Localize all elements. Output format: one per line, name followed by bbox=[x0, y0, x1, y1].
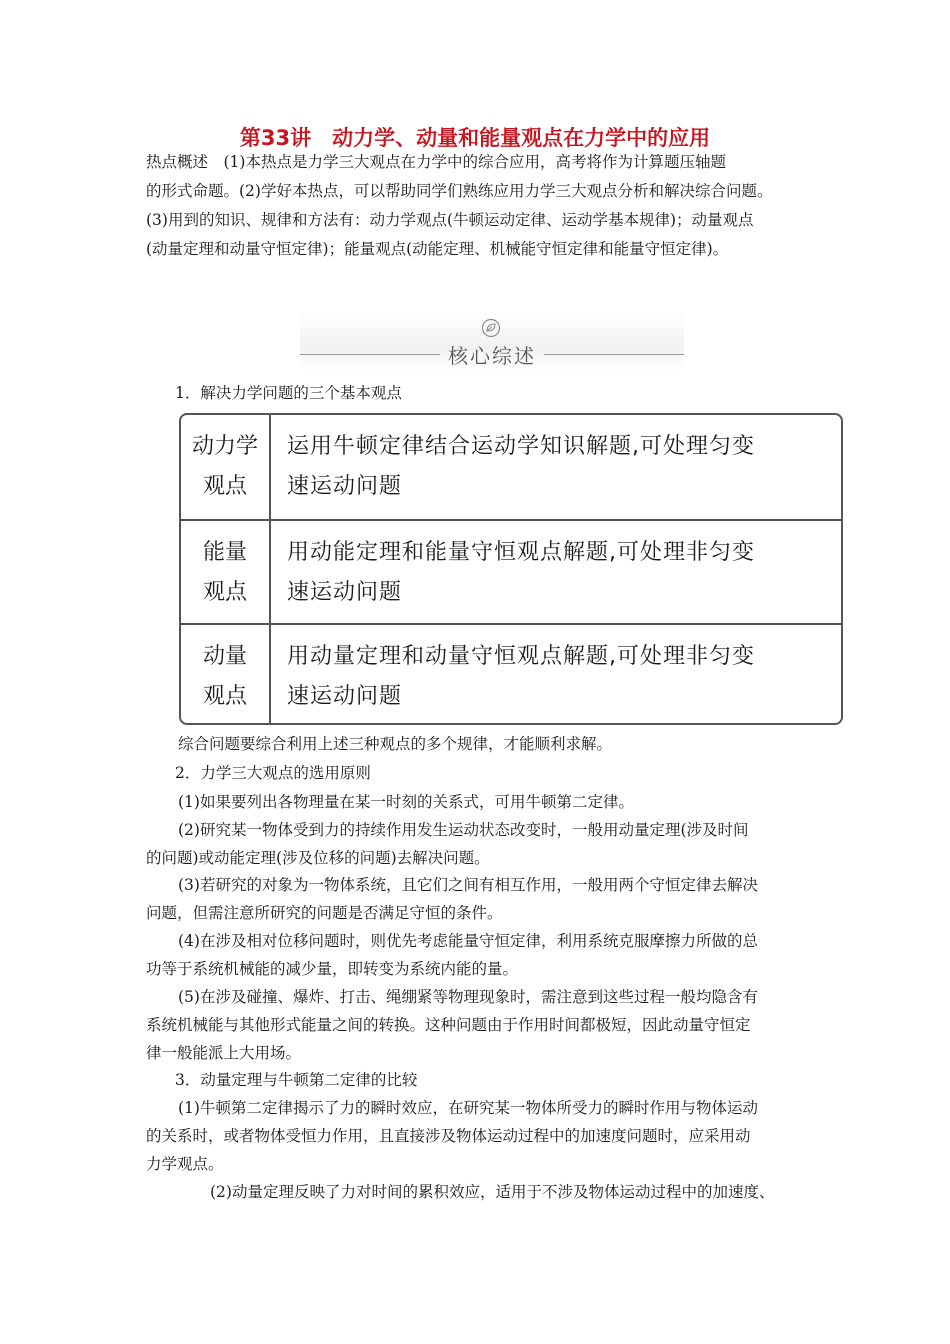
item2-p4-line1: (4)在涉及相对位移问题时，则优先考虑能量守恒定律，利用系统克服摩擦力所做的总 bbox=[178, 932, 758, 950]
item3-p1-line1: (1)牛顿第二定律揭示了力的瞬时效应，在研究某一物体所受力的瞬时作用与物体运动 bbox=[178, 1099, 758, 1117]
viewpoint-row-energy bbox=[181, 519, 841, 625]
viewpoint-desc-line: 用动能定理和能量守恒观点解题,可处理非匀变 bbox=[287, 540, 755, 565]
viewpoint-desc-cell bbox=[287, 427, 829, 507]
viewpoint-row-momentum bbox=[181, 623, 841, 725]
page-title: 第33讲 动力学、动量和能量观点在力学中的应用 bbox=[239, 126, 711, 150]
item1-heading: 1．解决力学问题的三个基本观点 bbox=[175, 384, 402, 402]
viewpoint-name-line: 观点 bbox=[202, 474, 247, 499]
item2-p4-line2: 功等于系统机械能的减少量，即转变为系统内能的量。 bbox=[146, 960, 519, 978]
viewpoint-desc-cell bbox=[287, 637, 829, 717]
viewpoint-name-cell bbox=[181, 625, 271, 725]
viewpoint-desc-line: 运用牛顿定律结合运动学知识解题,可处理匀变 bbox=[287, 434, 755, 459]
viewpoint-name-line: 能量 bbox=[202, 540, 247, 565]
intro-line-2: 的形式命题。(2)学好本热点，可以帮助同学们熟练应用力学三大观点分析和解决综合问题。 bbox=[146, 182, 773, 200]
viewpoint-desc-line: 用动量定理和动量守恒观点解题,可处理非匀变 bbox=[287, 644, 755, 669]
viewpoint-desc-line: 速运动问题 bbox=[287, 684, 403, 709]
item3-p2-line1: (2)动量定理反映了力对时间的累积效应，适用于不涉及物体运动过程中的加速度、 bbox=[210, 1183, 775, 1201]
viewpoints-table bbox=[179, 413, 843, 725]
item2-p5-line2: 系统机械能与其他形式能量之间的转换。这种问题由于作用时间都极短，因此动量守恒定 bbox=[146, 1016, 751, 1034]
section-header bbox=[300, 312, 684, 372]
item2-p3-line2: 问题，但需注意所研究的问题是否满足守恒的条件。 bbox=[146, 904, 503, 922]
item2-p5-line1: (5)在涉及碰撞、爆炸、打击、绳绷紧等物理现象时，需注意到这些过程一般均隐含有 bbox=[178, 988, 758, 1006]
viewpoint-row-dynamics bbox=[181, 415, 841, 519]
item2-p5-line3: 律一般能派上大用场。 bbox=[146, 1044, 302, 1062]
viewpoint-name-line: 观点 bbox=[202, 684, 247, 709]
leaf-emblem-icon bbox=[481, 318, 501, 338]
item3-heading: 3．动量定理与牛顿第二定律的比较 bbox=[175, 1071, 418, 1089]
viewpoint-name-line: 动力学 bbox=[191, 434, 258, 459]
viewpoint-name-line: 观点 bbox=[202, 580, 247, 605]
item2-p1: (1)如果要列出各物理量在某一时刻的关系式，可用牛顿第二定律。 bbox=[178, 793, 634, 811]
item2-p2-line1: (2)研究某一物体受到力的持续作用发生运动状态改变时，一般用动量定理(涉及时间 bbox=[178, 821, 749, 839]
intro-line-4: (动量定理和动量守恒定律)；能量观点(动能定理、机械能守恒定律和能量守恒定律)。 bbox=[146, 240, 729, 258]
viewpoint-name-cell bbox=[181, 521, 271, 625]
viewpoint-name-cell bbox=[181, 415, 271, 519]
viewpoint-desc-line: 速运动问题 bbox=[287, 580, 403, 605]
item3-p1-line3: 力学观点。 bbox=[146, 1155, 224, 1173]
intro-line-3: (3)用到的知识、规律和方法有：动力学观点(牛顿运动定律、运动学基本规律)；动量观点 bbox=[146, 211, 754, 229]
divider-line-right bbox=[544, 354, 684, 355]
viewpoint-desc-line: 速运动问题 bbox=[287, 474, 403, 499]
viewpoint-name-line: 动量 bbox=[202, 644, 247, 669]
intro-line-1: 热点概述 (1)本热点是力学三大观点在力学中的综合应用，高考将作为计算题压轴题 bbox=[146, 153, 726, 171]
item2-heading: 2．力学三大观点的选用原则 bbox=[175, 764, 371, 782]
item2-p3-line1: (3)若研究的对象为一物体系统，且它们之间有相互作用，一般用两个守恒定律去解决 bbox=[178, 876, 758, 894]
item3-p1-line2: 的关系时，或者物体受恒力作用，且直接涉及物体运动过程中的加速度问题时，应采用动 bbox=[146, 1127, 751, 1145]
item2-p2-line2: 的问题)或动能定理(涉及位移的问题)去解决问题。 bbox=[146, 849, 490, 867]
viewpoint-desc-cell bbox=[287, 533, 829, 613]
section-label: 核心综述 bbox=[448, 344, 536, 368]
after-table-text: 综合问题要综合利用上述三种观点的多个规律，才能顺利求解。 bbox=[178, 735, 613, 753]
